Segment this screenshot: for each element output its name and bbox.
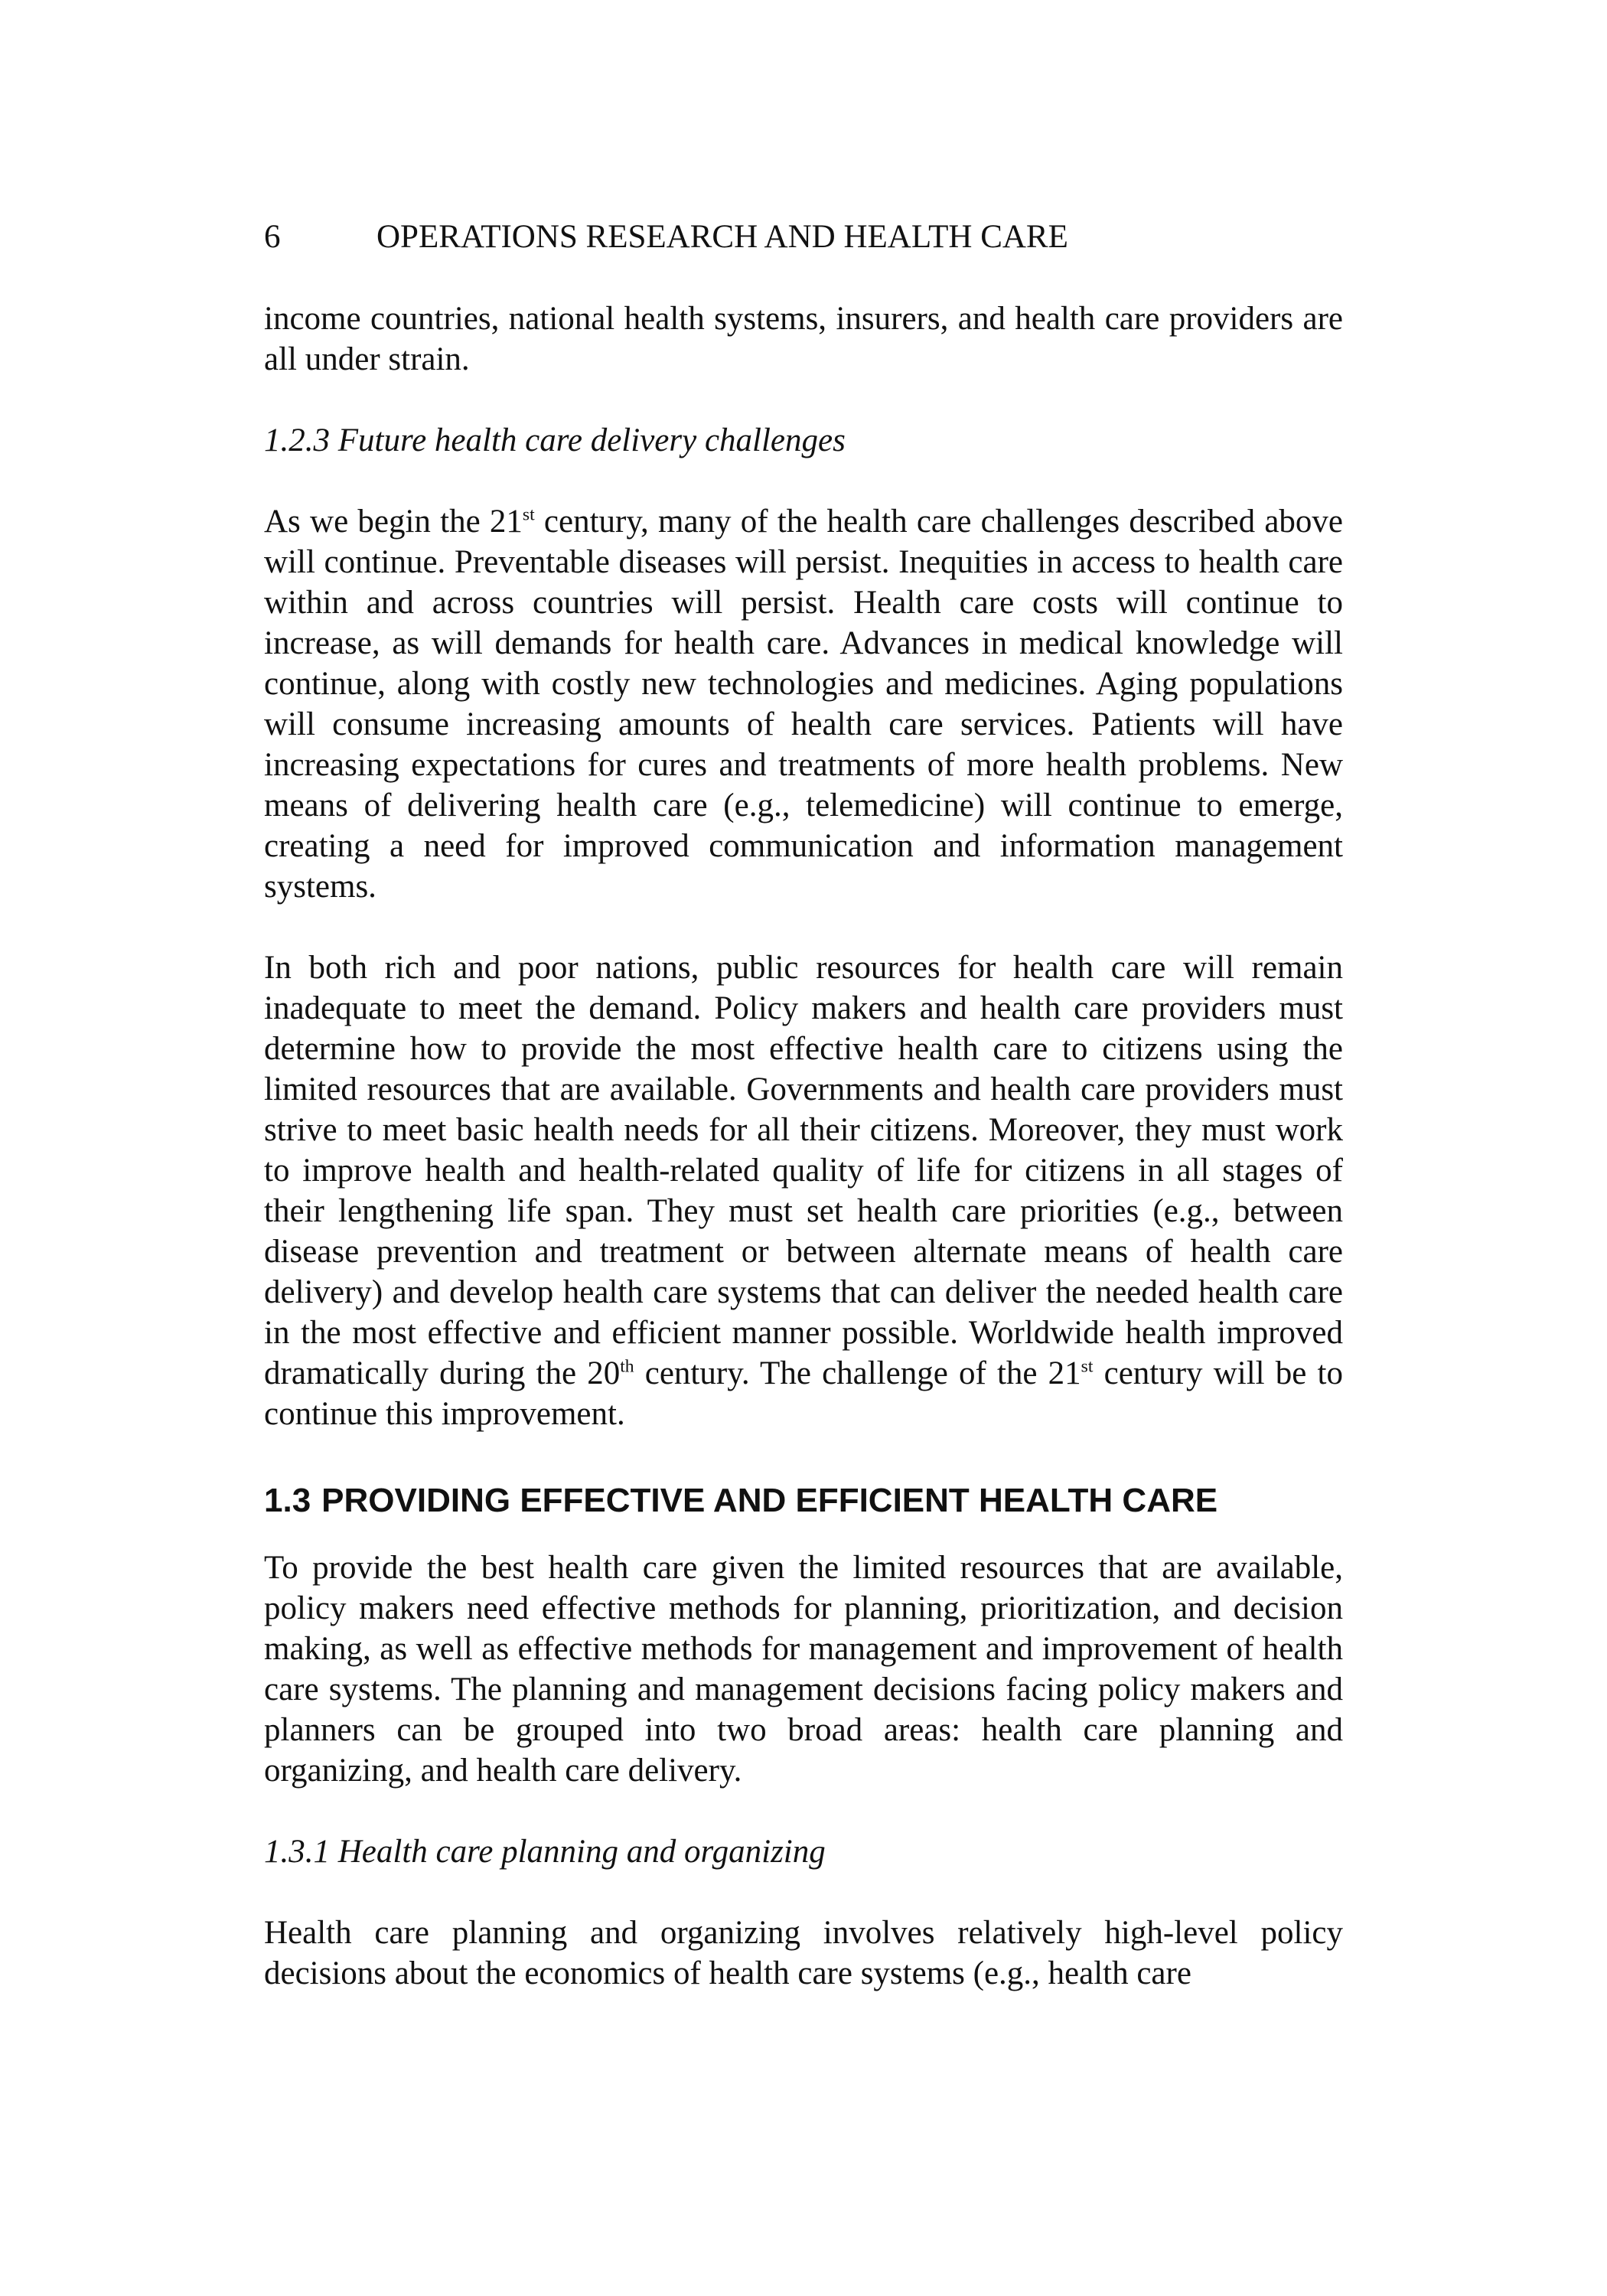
subsection-heading-1-3-1: 1.3.1 Health care planning and organizing xyxy=(264,1834,826,1870)
paragraph-text-part: century, many of the health care challenges described above will continue. Preventable diseases will persist. Inequities in access to health care within and across countries will persist. Health care costs will continue to increase, as will demands for health care. Advances in medical knowledge will continue, along with costly new technologies and medicines. Aging populations will consume increasing amounts of health care services. Patients will have increasing expectations for cures and treatments of more health problems. New means of delivering health care (e.g., telemedicine) will continue to emerge, creating a need for improved communication and information management systems. xyxy=(264,504,1343,905)
paragraph-planning: Health care planning and organizing involves relatively high-level policy decisions about the economics of health care systems (e.g., health care xyxy=(264,1915,1343,1991)
subsection-heading-1-2-3: 1.2.3 Future health care delivery challenges xyxy=(264,422,846,458)
section-heading-1-3 xyxy=(264,1480,1343,1521)
superscript-ordinal: st xyxy=(1081,1356,1094,1377)
paragraph-text-part: As we begin the 21 xyxy=(264,504,523,540)
intro-paragraph: income countries, national health systems, insurers, and health care providers are all under strain. xyxy=(264,301,1343,377)
paragraph-resources xyxy=(264,947,1343,1434)
paragraph-future-challenges xyxy=(264,501,1343,907)
superscript-ordinal: th xyxy=(620,1356,634,1377)
paragraph-providing-care: To provide the best health care given the limited resources that are available, policy makers need effective methods for planning, prioritization, and decision making, as well as effective methods for management and improvement of health care systems. The planning and management decisions facing policy makers and planners can be grouped into two broad areas: health care planning and organizing, and health care delivery. xyxy=(264,1550,1343,1789)
superscript-ordinal: st xyxy=(522,504,535,525)
paragraph-text-part: century will be to continue this improvement. xyxy=(264,1355,1343,1432)
running-header xyxy=(264,218,1343,256)
paragraph-text-part: In both rich and poor nations, public resources for health care will remain inadequate to meet the demand. Policy makers and health care providers must determine how to provide the most effective health care to citizens using the limited resources that are available. Governments and health care providers must strive to meet basic health needs for all their citizens. Moreover, they must work to improve health and health-related quality of life for citizens in all stages of their lengthening life span. They must set health care priorities (e.g., between disease prevention and treatment or between alternate means of health care delivery) and develop health care systems that can deliver the needed health care in the most effective and efficient manner possible. Worldwide health improved dramatically during the 20 xyxy=(264,950,1343,1391)
paragraph-text-part: century. The challenge of the 21 xyxy=(634,1355,1081,1391)
section-title: PROVIDING EFFECTIVE AND EFFICIENT HEALTH CARE xyxy=(321,1482,1218,1519)
page-number: 6 xyxy=(264,219,281,255)
page-content xyxy=(264,218,1343,1994)
running-title: OPERATIONS RESEARCH AND HEALTH CARE xyxy=(376,219,1068,255)
section-number: 1.3 xyxy=(264,1482,311,1519)
